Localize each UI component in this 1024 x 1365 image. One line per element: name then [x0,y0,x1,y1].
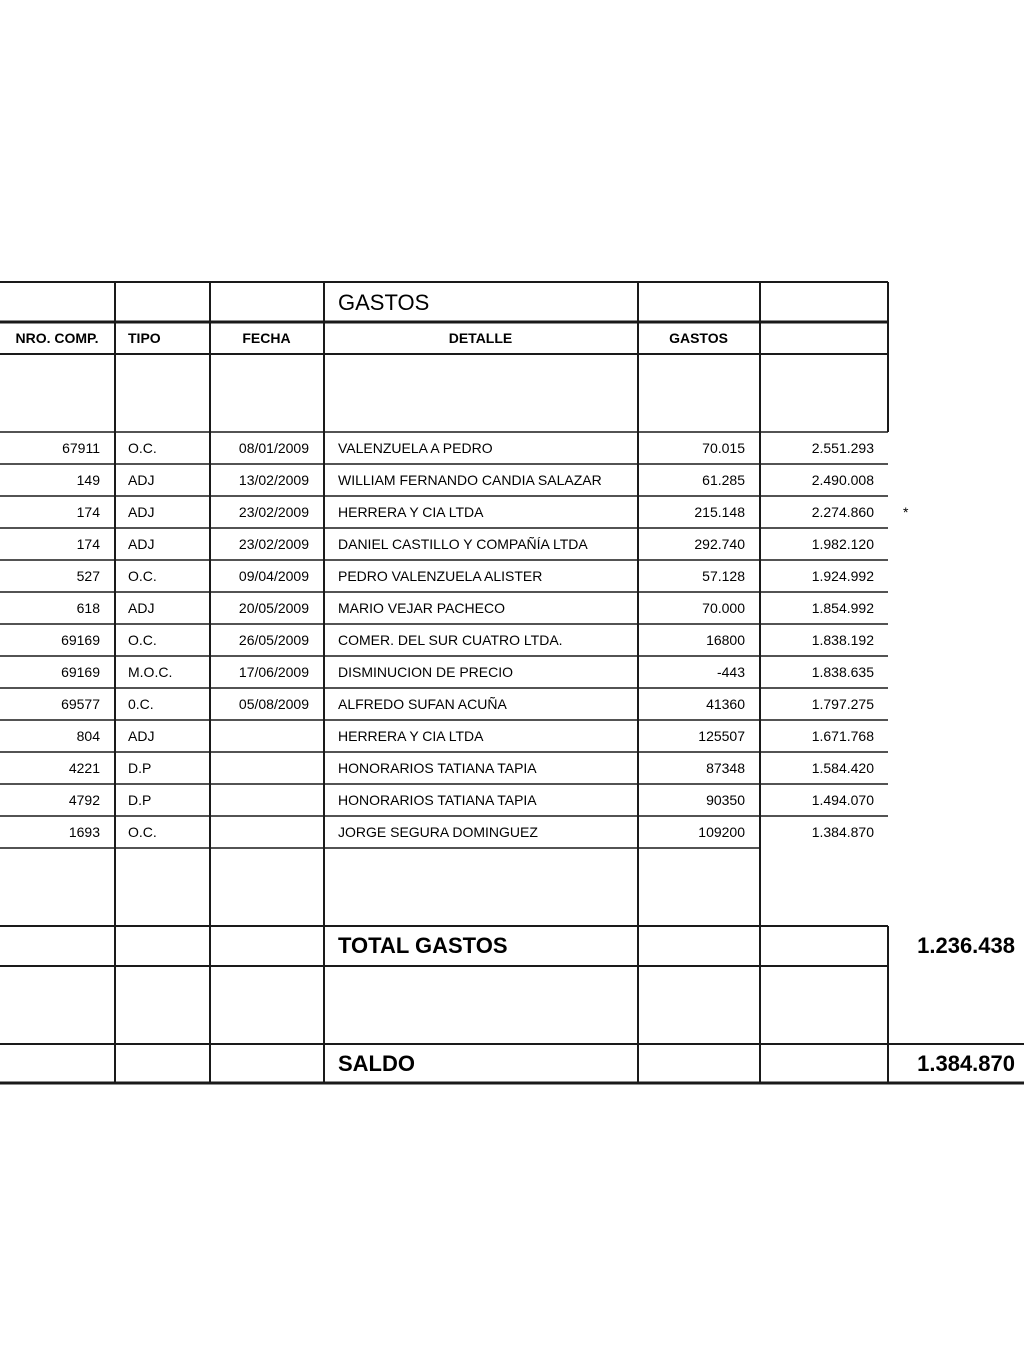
cell-tipo: O.C. [128,632,157,648]
cell-saldo: 2.490.008 [811,472,874,488]
cell-saldo: 2.274.860 [811,504,874,520]
cell-tipo: ADJ [128,600,155,616]
cell-saldo: 1.797.275 [811,696,874,712]
cell-gasto: 41360 [706,696,745,712]
cell-gasto: 109200 [698,824,745,840]
cell-tipo: D.P [128,760,152,776]
saldo-value: 1.384.870 [917,1051,1015,1076]
cell-tipo: D.P [128,792,152,808]
cell-saldo: 1.924.992 [811,568,874,584]
cell-gasto: 16800 [706,632,745,648]
cell-nro-comp: 174 [76,536,100,552]
cell-tipo: ADJ [128,472,155,488]
cell-detalle: HONORARIOS TATIANA TAPIA [338,760,537,776]
cell-detalle: HONORARIOS TATIANA TAPIA [338,792,537,808]
cell-tipo: ADJ [128,536,155,552]
cell-fecha: 23/02/2009 [238,504,309,520]
cell-gasto: -443 [716,664,745,680]
cell-tipo: ADJ [128,728,155,744]
cell-fecha: 23/02/2009 [238,536,309,552]
cell-gasto: 125507 [698,728,745,744]
cell-tipo: ADJ [128,504,155,520]
cell-saldo: 1.982.120 [811,536,874,552]
cell-gasto: 70.000 [702,600,745,616]
header-tipo: TIPO [128,330,161,346]
cell-tipo: O.C. [128,824,157,840]
cell-nro-comp: 527 [76,568,100,584]
cell-nro-comp: 69577 [61,696,100,712]
header-fecha: FECHA [242,330,291,346]
cell-detalle: ALFREDO SUFAN ACUÑA [338,696,507,712]
cell-saldo: 1.671.768 [811,728,874,744]
cell-detalle: HERRERA Y CIA LTDA [338,728,484,744]
cell-detalle: JORGE SEGURA DOMINGUEZ [338,824,538,840]
cell-gasto: 215.148 [694,504,745,520]
cell-nro-comp: 4221 [68,760,100,776]
cell-tipo: O.C. [128,440,157,456]
cell-nro-comp: 804 [76,728,100,744]
cell-saldo: 1.494.070 [811,792,874,808]
cell-saldo: 1.854.992 [811,600,874,616]
cell-saldo: 1.384.870 [811,824,874,840]
cell-gasto: 61.285 [702,472,745,488]
cell-nro-comp: 618 [76,600,100,616]
cell-gasto: 90350 [706,792,745,808]
cell-fecha: 13/02/2009 [238,472,309,488]
cell-nro-comp: 1693 [68,824,100,840]
cell-detalle: MARIO VEJAR PACHECO [338,600,505,616]
header-gastos: GASTOS [669,330,728,346]
cell-saldo: 2.551.293 [811,440,874,456]
cell-fecha: 05/08/2009 [238,696,309,712]
cell-detalle: DISMINUCION DE PRECIO [338,664,514,680]
cell-saldo: 1.838.635 [811,664,874,680]
cell-fecha: 20/05/2009 [238,600,309,616]
cell-detalle: WILLIAM FERNANDO CANDIA SALAZAR [338,472,602,488]
cell-fecha: 17/06/2009 [238,664,309,680]
cell-fecha: 09/04/2009 [238,568,309,584]
cell-gasto: 292.740 [694,536,745,552]
cell-gasto: 57.128 [702,568,745,584]
cell-nro-comp: 69169 [61,664,100,680]
cell-detalle: PEDRO VALENZUELA ALISTER [338,568,543,584]
cell-tipo: 0.C. [128,696,154,712]
cell-nro-comp: 67911 [62,440,100,456]
cell-nro-comp: 149 [76,472,100,488]
cell-gasto: 87348 [706,760,745,776]
cell-saldo: 1.838.192 [811,632,874,648]
header-nro-comp: NRO. COMP. [15,330,99,346]
saldo-label: SALDO [338,1051,415,1076]
cell-nro-comp: 69169 [61,632,100,648]
cell-gasto: 70.015 [702,440,745,456]
cell-fecha: 26/05/2009 [238,632,309,648]
header-detalle: DETALLE [448,330,513,346]
total-gastos-label: TOTAL GASTOS [338,933,508,958]
cell-mark: * [903,504,909,520]
cell-tipo: O.C. [128,568,157,584]
cell-detalle: COMER. DEL SUR CUATRO LTDA. [338,632,563,648]
table-title: GASTOS [338,290,430,315]
cell-nro-comp: 174 [76,504,100,520]
total-gastos-value: 1.236.438 [917,933,1015,958]
cell-fecha: 08/01/2009 [238,440,309,456]
cell-tipo: M.O.C. [128,664,173,680]
cell-saldo: 1.584.420 [811,760,874,776]
cell-nro-comp: 4792 [68,792,100,808]
cell-detalle: HERRERA Y CIA LTDA [338,504,484,520]
cell-detalle: VALENZUELA A PEDRO [338,440,493,456]
cell-detalle: DANIEL CASTILLO Y COMPAÑÍA LTDA [338,536,588,552]
